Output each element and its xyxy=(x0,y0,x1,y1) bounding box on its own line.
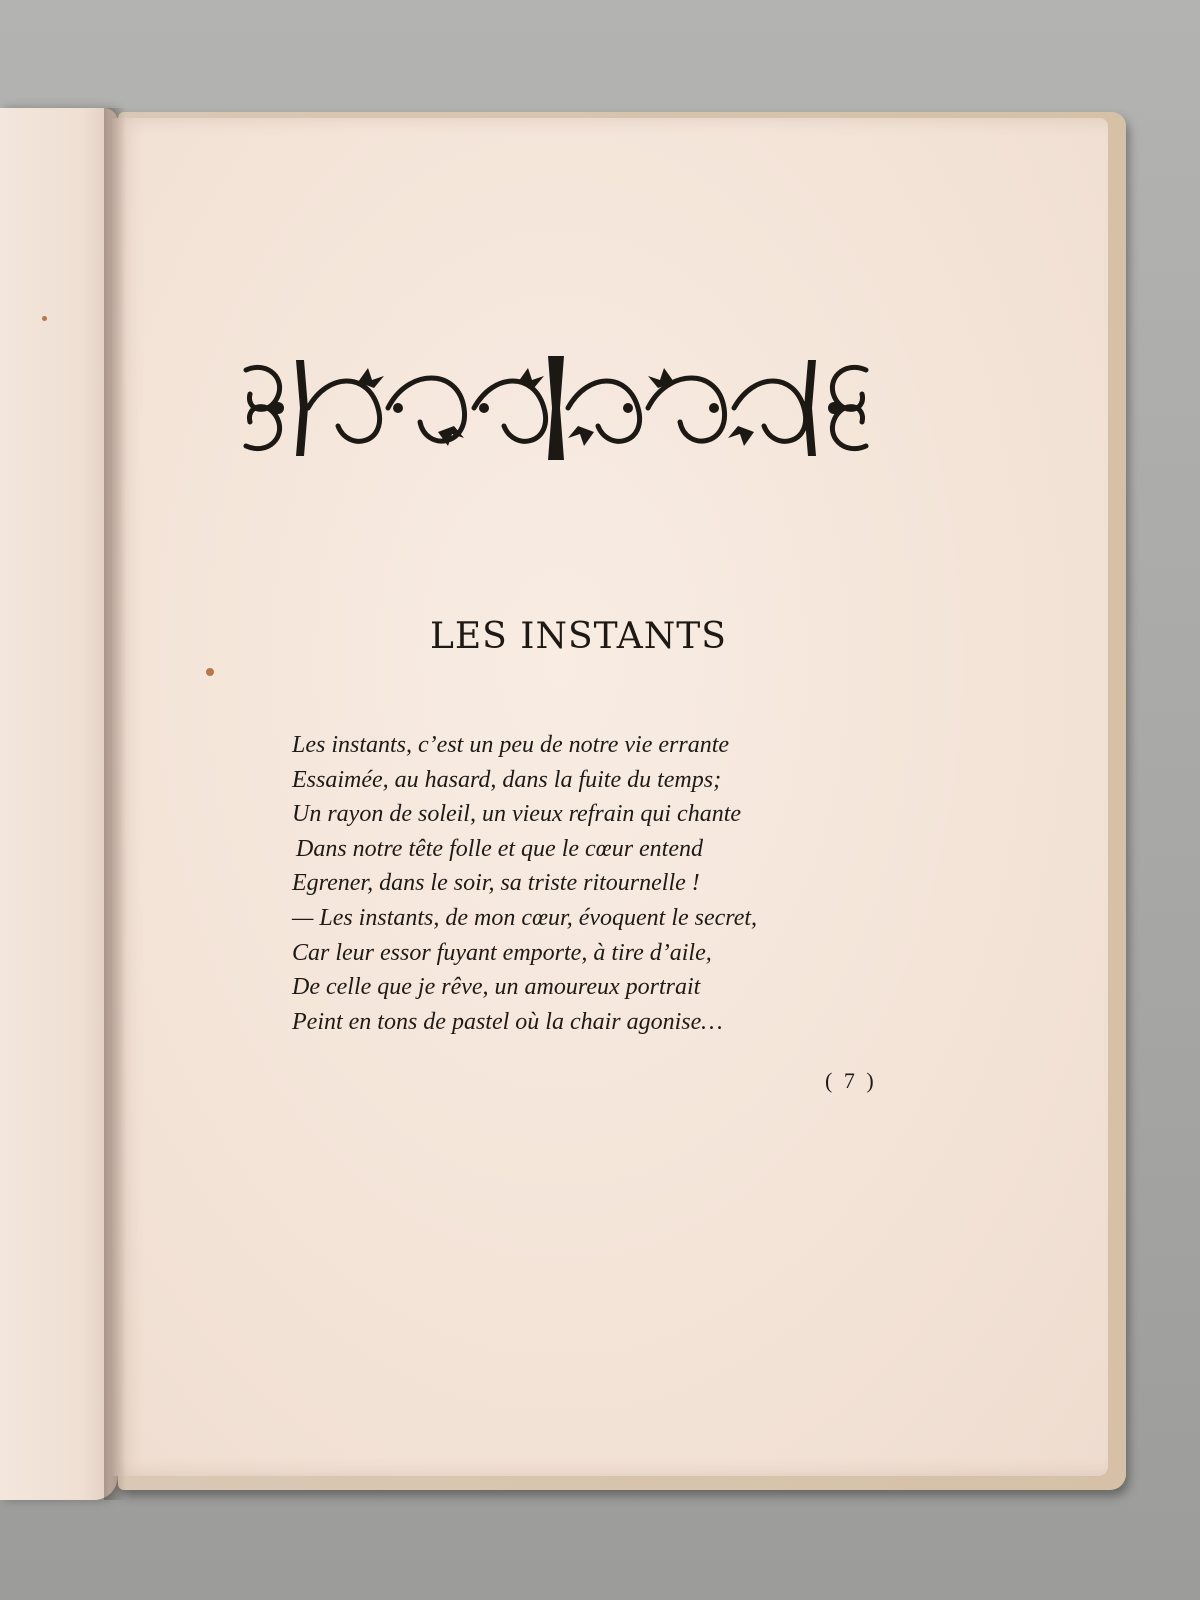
paper-speck xyxy=(206,668,214,676)
poem-line: Un rayon de soleil, un vieux refrain qui chante xyxy=(292,801,742,828)
poem-line: Dans notre tête folle et que le cœur entend xyxy=(296,835,704,862)
paper-speck xyxy=(42,316,47,321)
poem-line: — Les instants, de mon cœur, évoquent le secret, xyxy=(292,904,758,931)
poem-title: LES INSTANTS xyxy=(430,616,727,657)
poem-line: De celle que je rêve, un amoureux portrait xyxy=(292,974,701,1001)
poem-line: Essaimée, au hasard, dans la fuite du temps; xyxy=(292,766,722,793)
decorative-headpiece xyxy=(238,352,874,464)
left-facing-page xyxy=(0,108,118,1500)
poem-text xyxy=(292,728,892,1039)
poem-line: Peint en tons de pastel où la chair agonise… xyxy=(292,1008,723,1035)
gutter-shadow xyxy=(104,108,126,1500)
poem-line: Les instants, c’est un peu de notre vie errante xyxy=(292,732,730,758)
page-number: ( 7 ) xyxy=(825,1068,877,1093)
poem-line: Car leur essor fuyant emporte, à tire d’aile, xyxy=(292,939,712,966)
poem-line: Egrener, dans le soir, sa triste ritournelle ! xyxy=(292,870,700,897)
